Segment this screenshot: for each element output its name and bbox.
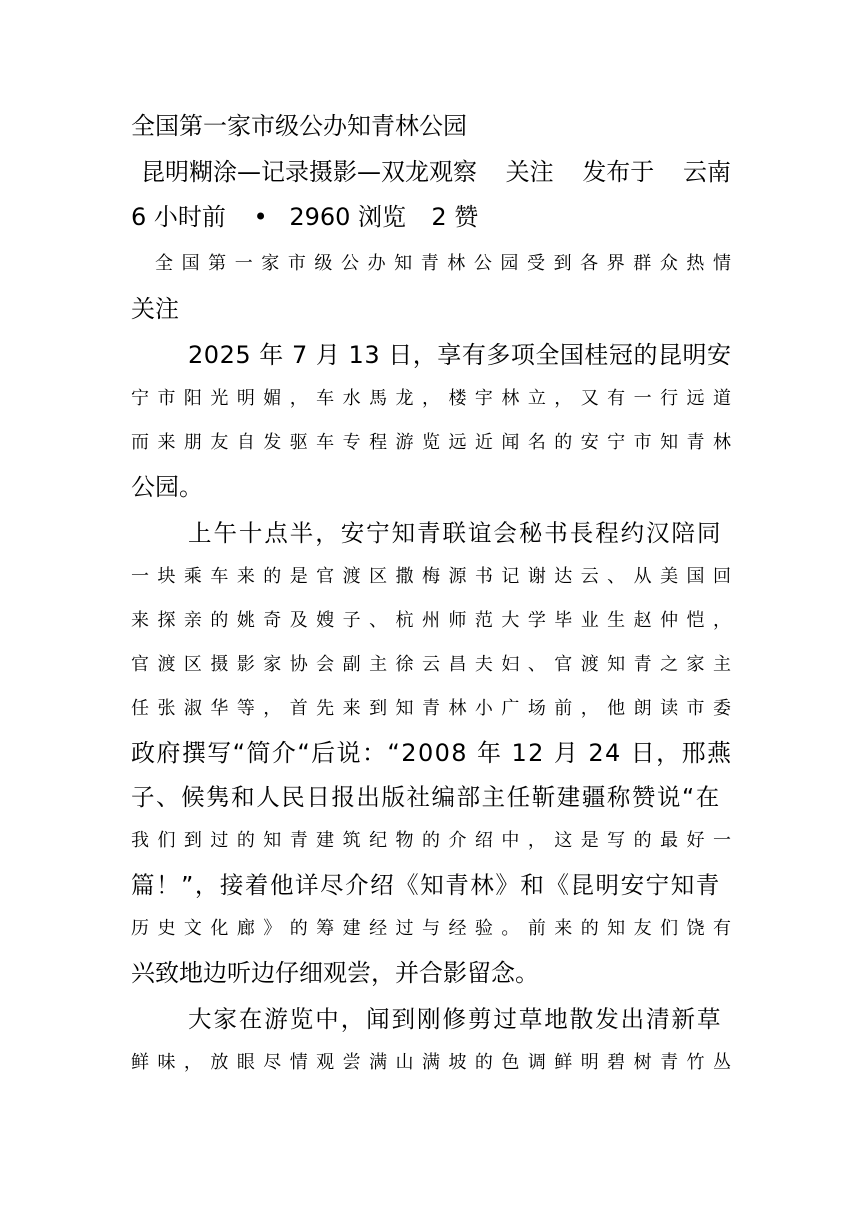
subtitle-line bbox=[155, 248, 740, 280]
paragraph-line bbox=[131, 869, 731, 901]
separator-dot: • bbox=[253, 203, 268, 231]
paragraph-text: 任张淑华等，首先来到知青林小广场前，他朗读市委 bbox=[131, 698, 740, 719]
article-title-text: 全国第一家市级公办知青林公园 bbox=[131, 112, 467, 140]
paragraph-text: 宁市阳光明媚，车水馬龙，楼宇林立，又有一行远道 bbox=[131, 388, 740, 409]
paragraph-text: 而来朋友自发驱车专程游览远近闻名的安宁市知青林 bbox=[131, 432, 740, 453]
like-count: 2 赞 bbox=[431, 203, 479, 231]
paragraph-line bbox=[131, 1047, 740, 1079]
published-label: 发布于 bbox=[582, 158, 655, 186]
paragraph-line bbox=[188, 517, 731, 549]
paragraph-line bbox=[188, 339, 731, 371]
follow-button[interactable]: 关注 bbox=[505, 158, 554, 186]
paragraph-text: 公园。 bbox=[131, 473, 203, 501]
paragraph-text: 官渡区摄影家协会副主徐云昌夫妇、官渡知青之家主 bbox=[131, 654, 740, 675]
paragraph-text: 兴致地边听边仔细观尝，并合影留念。 bbox=[131, 959, 539, 987]
paragraph-line bbox=[131, 781, 731, 813]
location-text: 云南 bbox=[682, 158, 731, 186]
paragraph-line bbox=[131, 383, 740, 415]
author-name[interactable]: 昆明糊涂—记录摄影—双龙观察 bbox=[141, 158, 477, 186]
paragraph-line bbox=[131, 693, 740, 725]
paragraph-line bbox=[131, 427, 740, 459]
paragraph-text: 2025 年 7 月 13 日，享有多项全国桂冠的昆明安 bbox=[188, 341, 732, 369]
paragraph-line bbox=[131, 737, 731, 769]
view-count: 2960 浏览 bbox=[289, 203, 407, 231]
article-title bbox=[131, 110, 467, 142]
paragraph-line bbox=[188, 1003, 731, 1035]
paragraph-line bbox=[131, 605, 740, 637]
paragraph-line bbox=[131, 913, 740, 945]
paragraph-text: 子、候隽和人民日报出版社编部主任靳建疆称赞说“在 bbox=[131, 783, 721, 811]
time-ago: 6 小时前 bbox=[131, 203, 226, 231]
paragraph-line bbox=[131, 471, 203, 503]
paragraph-text: 来探亲的姚奇及嫂子、杭州师范大学毕业生赵仲恺， bbox=[131, 610, 740, 631]
byline-row bbox=[141, 156, 731, 188]
subtitle-text: 关注 bbox=[131, 295, 179, 323]
paragraph-text: 我们到过的知青建筑纪物的介绍中，这是写的最好一 bbox=[131, 830, 740, 851]
subtitle-text: 全国第一家市级公办知青林公园受到各界群众热情 bbox=[155, 253, 740, 274]
paragraph-text: 大家在游览中，闻到刚修剪过草地散发出清新草 bbox=[188, 1005, 723, 1033]
paragraph-text: 政府撰写“简介“后说：“2008 年 12 月 24 日，邢燕 bbox=[131, 739, 733, 767]
paragraph-line bbox=[131, 561, 740, 593]
paragraph-text: 鲜味，放眼尽情观尝满山满坡的色调鲜明碧树青竹丛 bbox=[131, 1052, 740, 1073]
paragraph-text: 历史文化廊》的筹建经过与经验。前来的知友们饶有 bbox=[131, 918, 740, 939]
paragraph-text: 上午十点半，安宁知青联谊会秘书長程约汉陪同 bbox=[188, 519, 723, 547]
subtitle-line bbox=[131, 293, 179, 325]
paragraph-line bbox=[131, 825, 740, 857]
paragraph-line bbox=[131, 957, 539, 989]
paragraph-line bbox=[131, 649, 740, 681]
paragraph-text: 一块乘车来的是官渡区撒梅源书记谢达云、从美国回 bbox=[131, 566, 740, 587]
meta-row bbox=[131, 201, 478, 233]
paragraph-text: 篇！”，接着他详尽介绍《知青林》和《昆明安宁知青 bbox=[131, 871, 721, 899]
